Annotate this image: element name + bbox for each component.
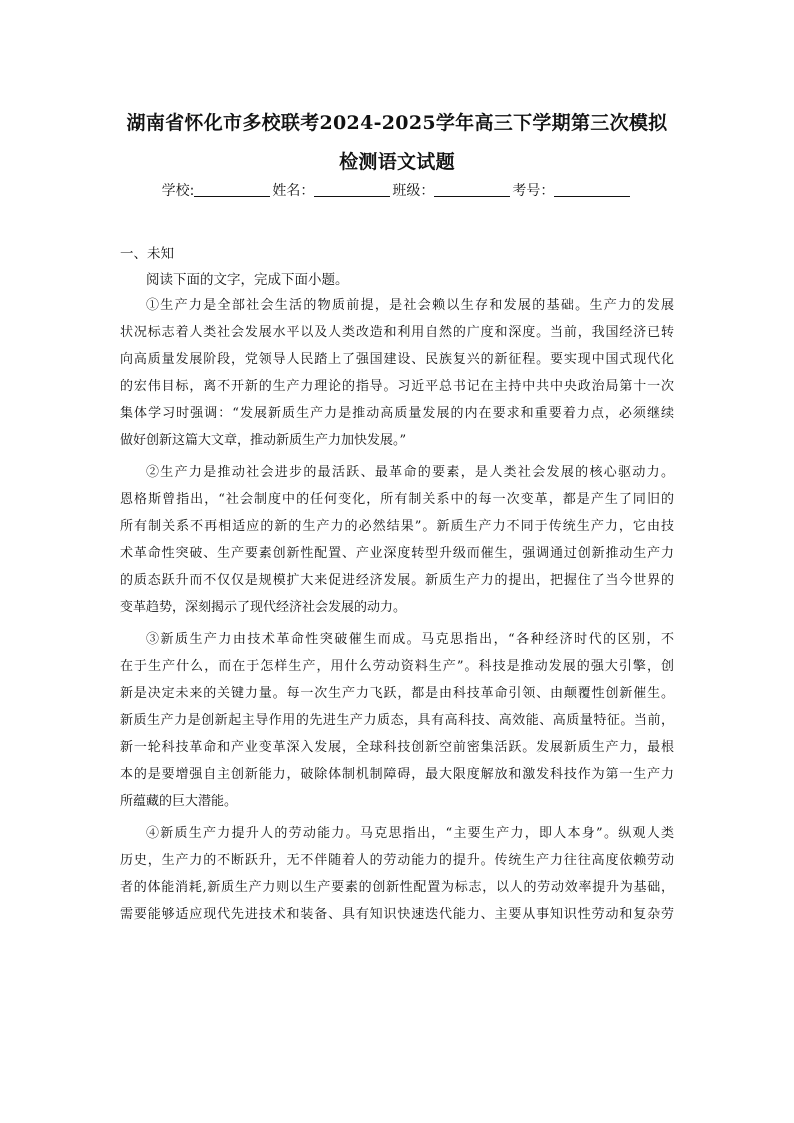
paragraph-4-line-4: 需要能够适应现代先进技术和装备、具有知识快速迭代能力、主要从事知识性劳动和复杂劳 bbox=[120, 907, 674, 922]
paragraph-2-line-6: 变革趋势，深刻揭示了现代经济社会发展的动力。 bbox=[120, 600, 407, 615]
school-label: 学校: bbox=[161, 183, 195, 199]
paragraph-4-line-1: ④新质生产力提升人的劳动能力。马克思指出，“主要生产力，即人本身”。纵观人类 bbox=[146, 826, 674, 841]
document-title-line-2: 检测语文试题 bbox=[339, 151, 455, 173]
paragraph-1-line-4: 的宏伟目标，离不开新的生产力理论的指导。习近平总书记在主持中共中央政治局第十一次 bbox=[120, 379, 674, 394]
document-title-line-1: 湖南省怀化市多校联考2024-2025学年高三下学期第三次模拟 bbox=[126, 112, 668, 134]
paragraph-3-line-4: 新质生产力是创新起主导作用的先进生产力质态，具有高科技、高效能、高质量特征。当前， bbox=[120, 713, 674, 728]
name-blank bbox=[314, 182, 390, 197]
class-blank bbox=[434, 182, 510, 197]
paragraph-4-line-3: 者的体能消耗,新质生产力则以生产要素的创新性配置为标志，以人的劳动效率提升为基础， bbox=[120, 880, 674, 895]
exam-no-field bbox=[512, 180, 632, 200]
paragraph-2-line-2: 恩格斯曾指出，“社会制度中的任何变化，所有制关系中的每一次变革，都是产生了同旧的 bbox=[120, 492, 674, 507]
paragraph-3-line-1: ③新质生产力由技术革命性突破催生而成。马克思指出，“各种经济时代的区别，不 bbox=[146, 632, 674, 647]
paragraph-3-line-7: 所蕴藏的巨大潜能。 bbox=[120, 794, 238, 809]
school-blank bbox=[194, 182, 270, 197]
paragraph-1-line-3: 向高质量发展阶段，党领导人民踏上了强国建设、民族复兴的新征程。要实现中国式现代化 bbox=[120, 352, 674, 367]
paragraph-1-line-5: 集体学习时强调：“发展新质生产力是推动高质量发展的内在要求和重要着力点，必须继续 bbox=[120, 406, 674, 421]
reading-instruction: 阅读下面的文字，完成下面小题。 bbox=[146, 272, 349, 288]
paragraph-3-line-2: 在于生产什么，而在于怎样生产，用什么劳动资料生产”。科技是推动发展的强大引擎，创 bbox=[120, 659, 674, 674]
paragraph-2-line-3: 所有制关系不再相适应的新的生产力的必然结果”。新质生产力不同于传统生产力，它由技 bbox=[120, 519, 674, 534]
class-label: 班级： bbox=[392, 183, 435, 199]
paragraph-2-line-4: 术革命性突破、生产要素创新性配置、产业深度转型升级而催生，强调通过创新推动生产力 bbox=[120, 546, 674, 561]
paragraph-2-line-5: 的质态跃升而不仅仅是规模扩大来促进经济发展。新质生产力的提出，把握住了当今世界的 bbox=[120, 573, 674, 588]
name-field bbox=[272, 180, 392, 200]
exam-no-blank bbox=[554, 182, 630, 197]
class-field bbox=[392, 180, 512, 200]
school-field bbox=[162, 180, 273, 200]
paragraph-3-line-3: 新是决定未来的关键力量。每一次生产力飞跃，都是由科技革命引领、由颠覆性创新催生。 bbox=[120, 686, 674, 701]
paragraph-3-line-6: 本的是要增强自主创新能力，破除体制机制障碍，最大限度解放和激发科技作为第一生产力 bbox=[120, 767, 674, 782]
name-label: 姓名： bbox=[272, 183, 315, 199]
section-heading: 一、未知 bbox=[120, 246, 174, 262]
paragraph-4-line-2: 历史，生产力的不断跃升，无不伴随着人的劳动能力的提升。传统生产力往往高度依赖劳动 bbox=[120, 853, 674, 868]
paragraph-3-line-5: 新一轮科技革命和产业变革深入发展，全球科技创新空前密集活跃。发展新质生产力，最根 bbox=[120, 740, 674, 755]
paragraph-1-line-1: ①生产力是全部社会生活的物质前提，是社会赖以生存和发展的基础。生产力的发展 bbox=[146, 298, 674, 313]
paragraph-1-line-2: 状况标志着人类社会发展水平以及人类改造和利用自然的广度和深度。当前，我国经济已转 bbox=[120, 325, 674, 340]
paragraph-1-line-6: 做好创新这篇大文章，推动新质生产力加快发展。” bbox=[120, 433, 407, 448]
paragraph-2-line-1: ②生产力是推动社会进步的最活跃、最革命的要素，是人类社会发展的核心驱动力。 bbox=[146, 465, 674, 480]
student-info-row bbox=[0, 180, 794, 200]
exam-no-label: 考号： bbox=[512, 183, 555, 199]
